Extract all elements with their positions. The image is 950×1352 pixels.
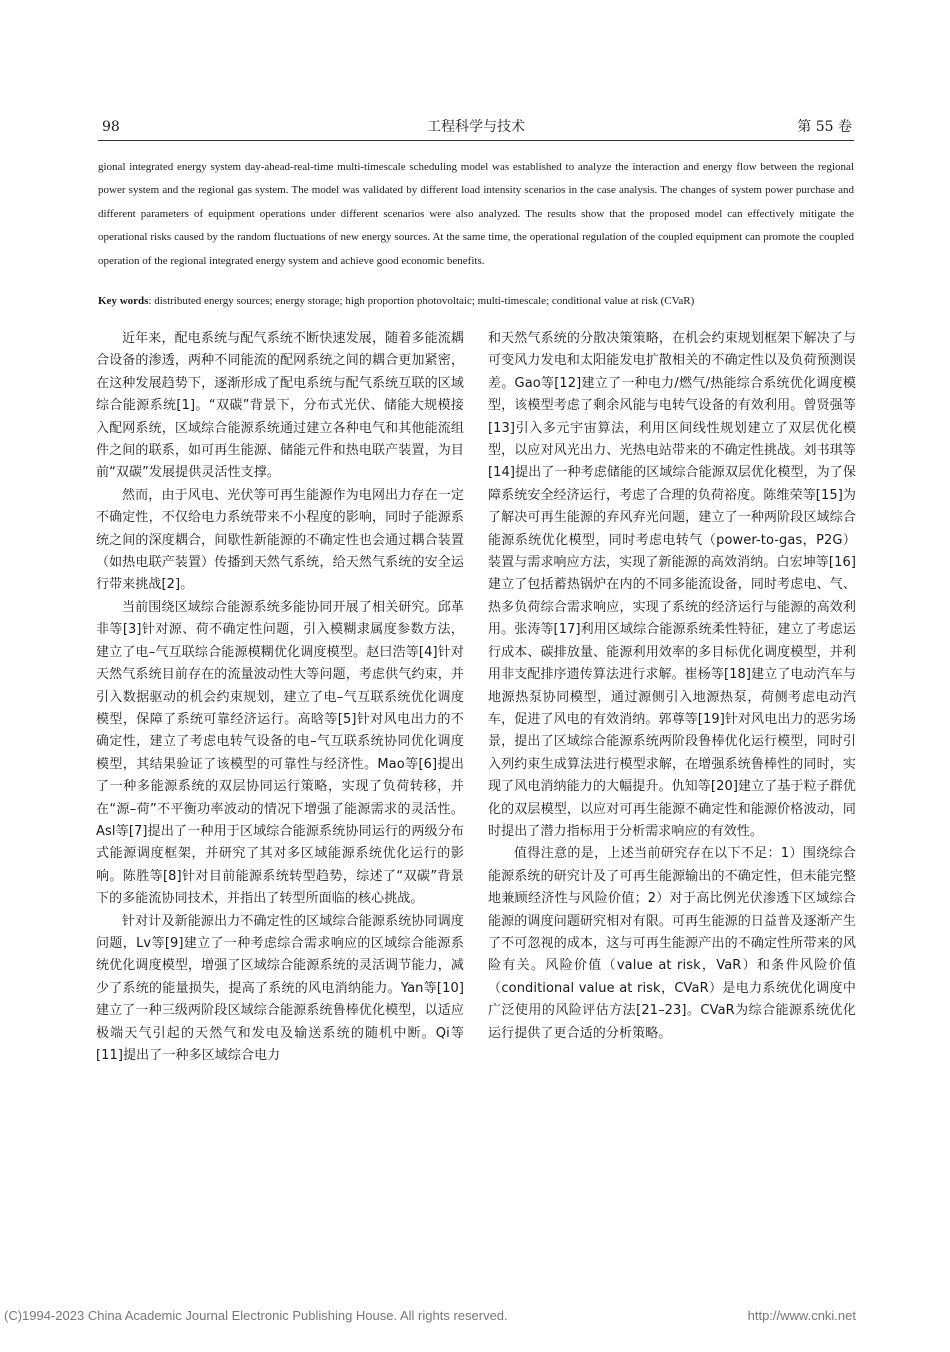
paragraph: 然而，由于风电、光伏等可再生能源作为电网出力存在一定不确定性，不仅给电力系统带来不小程度的影响，同时子能源系统之间的深度耦合，间歇性新能源的不确定性也会通过耦合装置（如热电联产装置）传播到天然气系统，给天然气系统的安全运行带来挑战[2]。 bbox=[96, 487, 464, 593]
keywords bbox=[98, 291, 854, 311]
cnki-link[interactable]: http://www.cnki.net bbox=[747, 1308, 856, 1323]
paragraph: 针对计及新能源出力不确定性的区域综合能源系统协同调度问题，Lv等[9]建立了一种考虑综合需求响应的区域综合能源系统优化调度模型，增强了区域综合能源系统的灵活调节能力，减少了系统的能量损失，提高了系统的风电消纳能力。Yan等[10]建立了一种三级两阶段区域综合能源系统鲁棒优化模型，以适应极端天气引起的天然气和发电及输送系统的随机中断。Qi等[11]提出了一种多区域综合电力 bbox=[96, 913, 464, 1063]
paragraph: 近年来，配电系统与配气系统不断快速发展，随着多能流耦合设备的渗透，两种不同能流的配网系统之间的耦合更加紧密，在这种发展趋势下，逐渐形成了配电系统与配气系统互联的区域综合能源系统[1]。“双碳”背景下，分布式光伏、储能大规模接入配网系统，区域综合能源系统通过建立各种电气和其他能流组件之间的联系，如可再生能源、储能元件和热电联产装置，为目前“双碳”发展提供灵活性支撑。 bbox=[96, 331, 464, 481]
right-column bbox=[488, 328, 856, 1045]
paragraph: 和天然气系统的分散决策策略，在机会约束规划框架下解决了与可变风力发电和太阳能发电扩散相关的不确定性以及负荷预测误差。Gao等[12]建立了一种电力/燃气/热能综合系统优化调度模型，该模型考虑了剩余风能与电转气设备的有效利用。曾贤强等[13]引入多元宇宙算法，利用区间线性规划建立了双层优化模型，以应对风光出力、光热电站带来的不确定性挑战。刘书琪等[14]提出了一种考虑储能的区域综合能源双层优化模型，为了保障系统安全经济运行，考虑了合理的负荷裕度。陈维荣等[15]为了解决可再生能源的弃风弃光问题，建立了一种两阶段区域综合能源系统优化模型，同时考虑电转气（power-to-gas，P2G）装置与需求响应方法，实现了新能源的高效消纳。白宏坤等[16]建立了包括蓄热锅炉在内的不同多能流设备，同时考虑电、气、热多负荷综合需求响应，实现了系统的经济运行与能源的高效利用。张涛等[17]利用区域综合能源系统柔性特征，建立了考虑运行成本、碳排放量、能源利用效率的多目标优化调度模型，并利用非支配排序遗传算法进行求解。崔杨等[18]建立了电动汽车与地源热泵协同模型，通过源侧引入地源热泵，荷侧考虑电动汽车，促进了风电的有效消纳。郭尊等[19]针对风电出力的恶劣场景，提出了区域综合能源系统两阶段鲁棒优化运行模型，同时引入列约束生成算法进行模型求解，在增强系统鲁棒性的同时，实现了风电消纳能力的大幅提升。仇知等[20]建立了基于粒子群优化的双层模型，以应对可再生能源不确定性和能源价格波动，同时提出了潜力指标用于分析需求响应的有效性。 bbox=[488, 331, 856, 839]
keywords-text: : distributed energy sources; energy storage; high proportion photovoltaic; multi-timescale; conditional value at risk (CVaR) bbox=[148, 295, 695, 307]
left-column bbox=[96, 328, 464, 1067]
keywords-label: Key words bbox=[98, 295, 149, 307]
copyright-text: (C)1994-2023 China Academic Journal Electronic Publishing House. All rights reserved. bbox=[4, 1308, 508, 1323]
journal-title: 工程科学与技术 bbox=[427, 119, 525, 135]
volume-label: 第 55 卷 bbox=[797, 119, 852, 135]
paragraph: 值得注意的是，上述当前研究存在以下不足：1）围绕综合能源系统的研究计及了可再生能源输出的不确定性，但未能完整地兼顾经济性与风险价值；2）对于高比例光伏渗透下区域综合能源的调度问题研究相对有限。可再生能源的日益普及逐渐产生了不可忽视的成本，这与可再生能源产出的不确定性所带来的风险有关。风险价值（value at risk，VaR）和条件风险价值（conditional value at risk，CVaR）是电力系统优化调度中广泛使用的风险评估方法[21–23]。CVaR为综合能源系统优化运行提供了更合适的分析策略。 bbox=[488, 846, 856, 1041]
running-header bbox=[100, 116, 852, 138]
page-number: 98 bbox=[102, 119, 120, 135]
paragraph: 当前围绕区域综合能源系统多能协同开展了相关研究。邱革非等[3]针对源、荷不确定性问题，引入模糊隶属度参数方法，建立了电–气互联综合能源模糊优化调度模型。赵曰浩等[4]针对天然气系统目前存在的流量波动性大等问题，考虑供气约束，并引入数据驱动的机会约束规划，建立了电–气互联系统优化调度模型，保障了系统可靠经济运行。高晗等[5]针对风电出力的不确定性，建立了考虑电转气设备的电–气互联系统协同优化调度模型，其结果验证了该模型的可靠性与经济性。Mao等[6]提出了一种多能源系统的双层协同运行策略，实现了负荷转移，并在“源–荷”不平衡功率波动的情况下增强了能源需求的灵活性。Asl等[7]提出了一种用于区域综合能源系统协同运行的两级分布式能源调度框架，并研究了其对多区域能源系统优化运行的影响。陈胜等[8]针对目前能源系统转型趋势，综述了“双碳”背景下的多能流协同技术，并指出了转型所面临的核心挑战。 bbox=[96, 599, 464, 907]
english-abstract: gional integrated energy system day-ahead-real-time multi-timescale scheduling model was established to analyze the interaction and energy flow between the regional power system and the regional gas system. The model was validated by different load intensity scenarios in the case analysis. The changes of system power purchase and different parameters of equipment operations under different scenarios were also analyzed. The results show that the proposed model can effectively mitigate the operational risks caused by the random fluctuations of new energy sources. At the same time, the operational regulation of the coupled equipment can promote the coupled operation of the regional integrated energy system and achieve good economic benefits. bbox=[98, 161, 854, 267]
header-rule bbox=[98, 140, 854, 141]
